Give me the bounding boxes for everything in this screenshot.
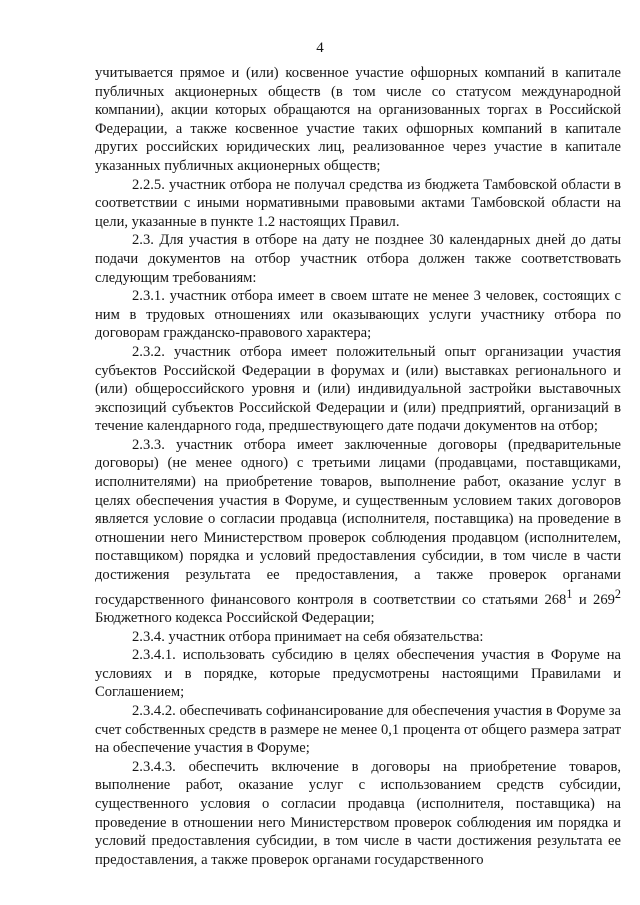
paragraph-2-3-4-2: 2.3.4.2. обеспечивать софинансирование для обеспечения участия в Форуме за счет собственных средств в размере не менее 0,1 процента от общего размера затрат на обеспечение участия в Форуме; (95, 703, 621, 757)
paragraph-2-3-4-1: 2.3.4.1. использовать субсидию в целях обеспечения участия в Форуме на условиях и в порядке, которые предусмотрены настоящими Правилами и Соглашением; (95, 647, 621, 701)
paragraph-2-3-3-mid: и 269 (572, 591, 615, 608)
document-body (95, 64, 621, 869)
paragraph-2-3-3-text: 2.3.3. участник отбора имеет заключенные договоры (предварительные договоры) (не менее одного) с третьими лицами (продавцами, поставщиками, исполнителями) на приобретение товаров, выполнение работ, оказание услуг в целях обеспечения участия в Форуме, и существенным условием таких договоров является условие о согласии продавца (исполнителя, поставщика) на проведение в отношении него Министерством проверок соблюдения продавцом (исполнителем, поставщиком) порядка и условий предоставления субсидии, в том числе в части достижения результата ее предоставления, а также проверок органами государственного финансового контроля в соответствии со статьями 268 (95, 436, 621, 608)
paragraph-2-3-3 (95, 436, 621, 628)
paragraph-2-3: 2.3. Для участия в отборе на дату не позднее 30 календарных дней до даты подачи документов на отбор участник отбора должен также соответствовать следующим требованиям: (95, 232, 621, 286)
paragraph-2-3-4: 2.3.4. участник отбора принимает на себя обязательства: (132, 628, 484, 645)
page-number: 4 (316, 40, 324, 56)
paragraph-continuation: учитывается прямое и (или) косвенное участие офшорных компаний в капитале публичных акционерных обществ (в том числе со статусом международной компании), акции которых обращаются на организованных торгах в Российской Федерации, а также косвенное участие таких офшорных компаний в капитале других российских юридических лиц, реализованное через участие в капитале указанных публичных акционерных обществ; (95, 65, 621, 174)
paragraph-2-3-3-tail: Бюджетного кодекса Российской Федерации; (95, 610, 375, 627)
footnote-sup-2: 2 (614, 586, 621, 601)
paragraph-2-3-2: 2.3.2. участник отбора имеет положительный опыт организации участия субъектов Российской Федерации в форумах и (или) выставках регионального и (или) общероссийского уровня и (или) индивидуальной застройки выставочных экспозиций субъектов Российской Федерации и (или) предприятий, организаций в течение календарного года, предшествующего дате подачи документов на отбор; (95, 343, 621, 435)
paragraph-2-3-4-3: 2.3.4.3. обеспечить включение в договоры на приобретение товаров, выполнение работ, оказание услуг с использованием средств субсидии, существенного условия о согласии продавца (исполнителя, поставщика) на проведение в отношении него Министерством проверок соблюдения им порядка и условий предоставления субсидии, в том числе в части достижения результата ее предоставления, а также проверок органами государственного (95, 758, 621, 868)
paragraph-2-3-1: 2.3.1. участник отбора имеет в своем штате не менее 3 человек, состоящих с ним в трудовых отношениях или оказывающих услуги участнику отбора по договорам гражданско-правового характера; (95, 288, 621, 342)
footnote-sup-1: 1 (566, 586, 573, 601)
paragraph-2-2-5: 2.2.5. участник отбора не получал средства из бюджета Тамбовской области в соответствии с иными нормативными правовыми актами Тамбовской области на цели, указанные в пункте 1.2 настоящих Правил. (95, 176, 621, 230)
